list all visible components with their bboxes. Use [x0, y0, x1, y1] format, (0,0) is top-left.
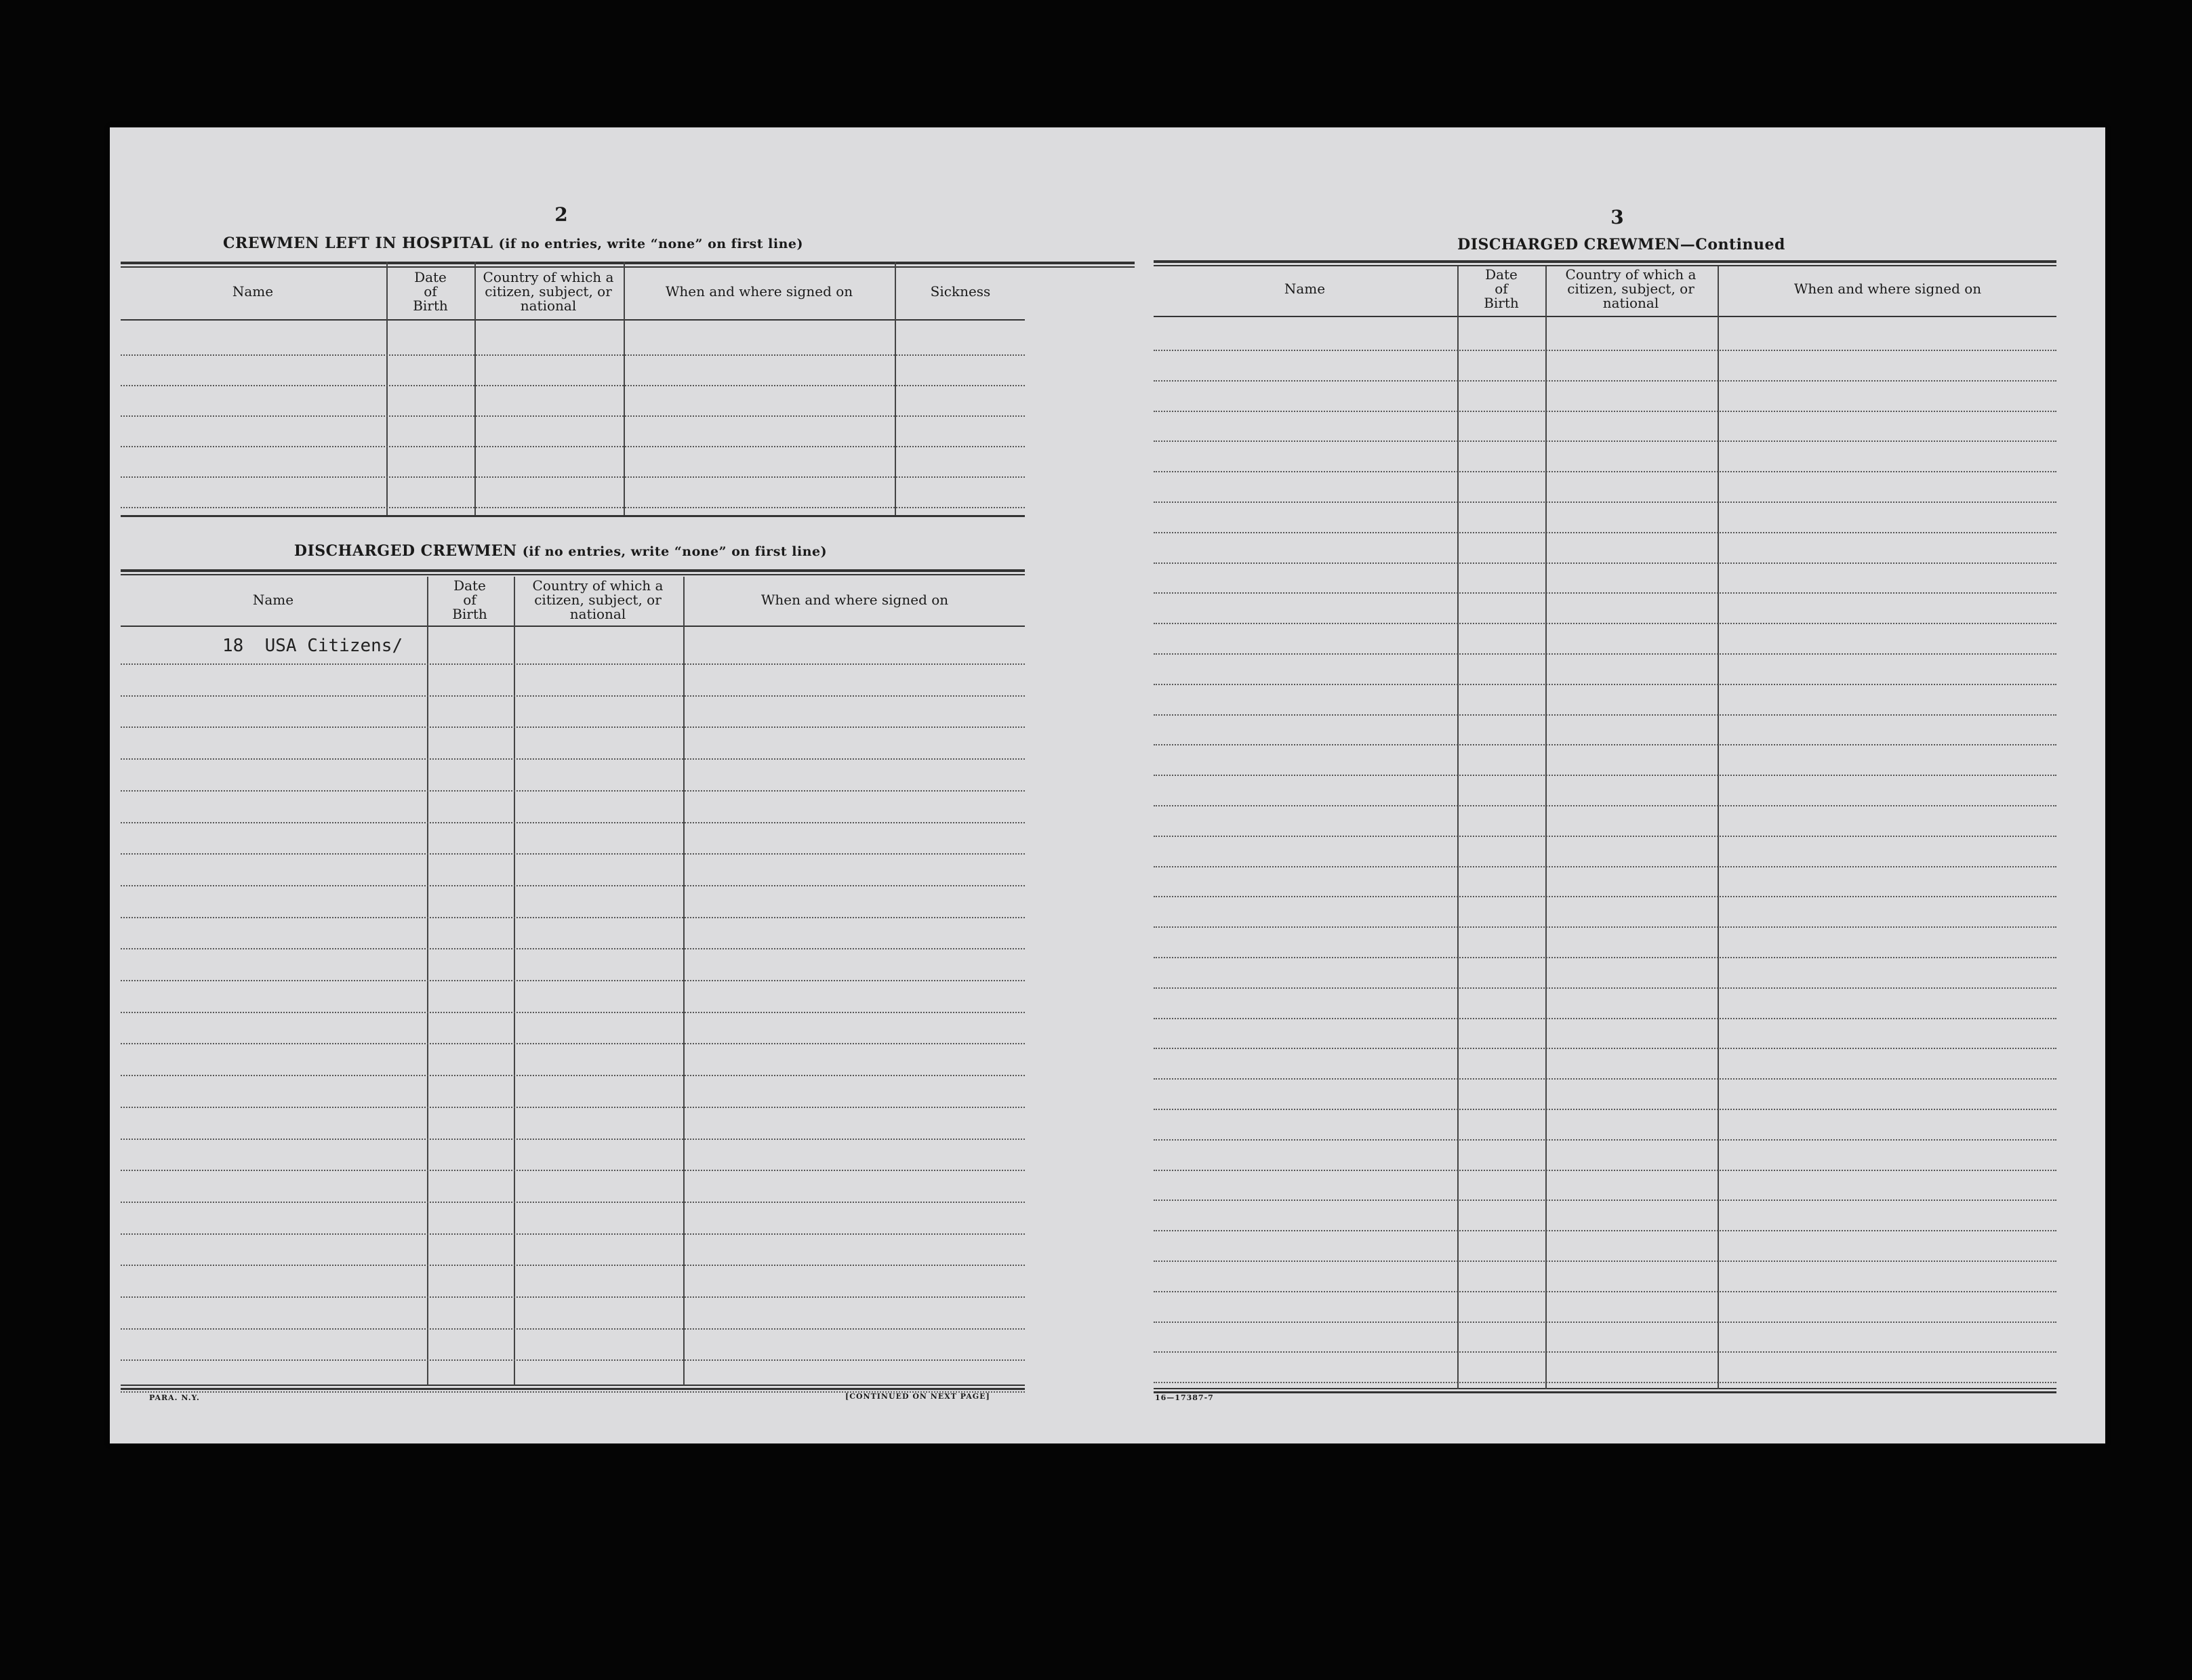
hospital-header-rule: [121, 319, 1025, 321]
right-bottom-rule-thick: [1154, 1391, 2056, 1393]
entry-line: [1154, 805, 2056, 806]
right-bottom-rule: [1154, 1388, 2056, 1389]
discharged-bottom-rule-thick: [121, 1388, 1025, 1390]
entry-line: [1154, 987, 2056, 989]
page-number-right: 3: [1610, 206, 1624, 228]
entry-line: [1154, 1078, 2056, 1080]
entry-line: [121, 1296, 1025, 1298]
entry-line: [1154, 1048, 2056, 1049]
column-divider: [1457, 266, 1459, 1389]
entry-line: [121, 726, 1025, 728]
column-divider: [1718, 266, 1719, 1389]
discharged-col-dob: Date of Birth: [452, 577, 487, 622]
entry-line: [1154, 957, 2056, 958]
entry-line: [1154, 926, 2056, 928]
entry-line: [121, 1012, 1025, 1013]
entry-line: [121, 822, 1025, 823]
discharged-top-rule-thin: [121, 574, 1025, 575]
entry-line: [1154, 1018, 2056, 1019]
entry-line: [1154, 501, 2056, 503]
hospital-top-rule: [121, 262, 1135, 264]
entry-line: [1154, 562, 2056, 564]
entry-line: [121, 695, 1025, 697]
form-sheet: [110, 127, 2105, 1443]
entry-line: [1154, 836, 2056, 837]
entry-line: [1154, 532, 2056, 533]
entry-line: [1154, 441, 2056, 442]
entry-line: [1154, 744, 2056, 745]
entry-line: [121, 1233, 1025, 1235]
entry-line: [121, 1043, 1025, 1044]
entry-line: [121, 980, 1025, 981]
entry-line: [1154, 1351, 2056, 1353]
entry-line: [1154, 714, 2056, 716]
entry-line: [121, 1391, 1025, 1393]
entry-line: [121, 385, 1025, 386]
entry-line: [121, 663, 1025, 665]
right-col-dob: Date of Birth: [1484, 266, 1519, 311]
entry-line: [121, 917, 1025, 918]
entry-line: [121, 853, 1025, 855]
right-section-title: DISCHARGED CREWMEN—Continued: [1457, 236, 1785, 253]
entry-line: [121, 1107, 1025, 1108]
entry-line: [121, 415, 1025, 417]
entry-line: [1154, 1109, 2056, 1110]
discharged-col-signed-on: When and where signed on: [760, 591, 949, 608]
discharged-section-title: [110, 542, 1011, 560]
right-header-rule: [1154, 316, 2056, 317]
entry-line: [121, 507, 1025, 508]
entry-line: [121, 354, 1025, 356]
right-col-name: Name: [1284, 280, 1326, 297]
entry-line: [1154, 1230, 2056, 1231]
hospital-col-signed-on: When and where signed on: [665, 283, 853, 300]
hospital-title-text: CREWMEN LEFT IN HOSPITAL: [222, 234, 493, 252]
hospital-col-country: Country of which a citizen, subject, or national: [483, 268, 614, 314]
entry-line: [1154, 1139, 2056, 1141]
entry-line: [1154, 653, 2056, 655]
entry-line: [1154, 471, 2056, 472]
hospital-col-dob: Date of Birth: [413, 268, 448, 314]
page-number-left: 2: [554, 203, 568, 226]
entry-line: [121, 1359, 1025, 1361]
entry-line: [1154, 623, 2056, 624]
entry-line: [121, 1170, 1025, 1171]
discharged-top-rule: [121, 569, 1025, 572]
discharged-instruction: (if no entries, write “none” on first line): [522, 544, 828, 559]
discharged-col-country: Country of which a citizen, subject, or national: [532, 577, 664, 622]
entry-line: [1154, 866, 2056, 867]
entry-line: [1154, 411, 2056, 412]
entry-line: [121, 1075, 1025, 1076]
entry-line: [1154, 896, 2056, 897]
entry-line: [1154, 684, 2056, 685]
hospital-col-name: Name: [232, 283, 274, 300]
entry-line: [121, 1328, 1025, 1330]
hospital-bottom-rule: [121, 515, 1025, 517]
entry-line: [121, 1265, 1025, 1266]
entry-line: [121, 1139, 1025, 1140]
hospital-col-sickness: Sickness: [930, 283, 991, 300]
entry-line: [121, 758, 1025, 760]
entry-line: [121, 948, 1025, 949]
column-divider: [1545, 266, 1547, 1389]
entry-line: [1154, 1291, 2056, 1292]
entry-line: [121, 476, 1025, 478]
right-col-country: Country of which a citizen, subject, or national: [1565, 266, 1697, 311]
entry-line: [1154, 1382, 2056, 1383]
right-col-signed-on: When and where signed on: [1793, 280, 1982, 297]
hospital-instruction: (if no entries, write “none” on first line): [498, 237, 804, 251]
entry-line: [1154, 1170, 2056, 1171]
discharged-title-text: DISCHARGED CREWMEN: [293, 542, 517, 560]
discharged-col-name: Name: [252, 591, 294, 608]
entry-line: [121, 446, 1025, 447]
entry-line: [1154, 1200, 2056, 1201]
discharged-first-entry: 18 USA Citizens/: [222, 636, 403, 656]
entry-line: [121, 790, 1025, 792]
entry-line: [1154, 775, 2056, 776]
entry-line: [121, 1202, 1025, 1203]
right-top-rule: [1154, 260, 2056, 263]
entry-line: [121, 885, 1025, 886]
footer-form-number: 16—17387-7: [1155, 1393, 1214, 1402]
entry-line: [1154, 380, 2056, 382]
footer-printer-mark: PARA. N.Y.: [149, 1393, 200, 1402]
hospital-section-title: [110, 234, 916, 252]
entry-line: [1154, 1322, 2056, 1323]
entry-line: [1154, 1261, 2056, 1262]
discharged-header-rule: [121, 626, 1025, 627]
footer-continued-note: [CONTINUED ON NEXT PAGE]: [845, 1392, 990, 1401]
discharged-bottom-rule: [121, 1385, 1025, 1386]
entry-line: [1154, 350, 2056, 351]
entry-line: [1154, 592, 2056, 594]
